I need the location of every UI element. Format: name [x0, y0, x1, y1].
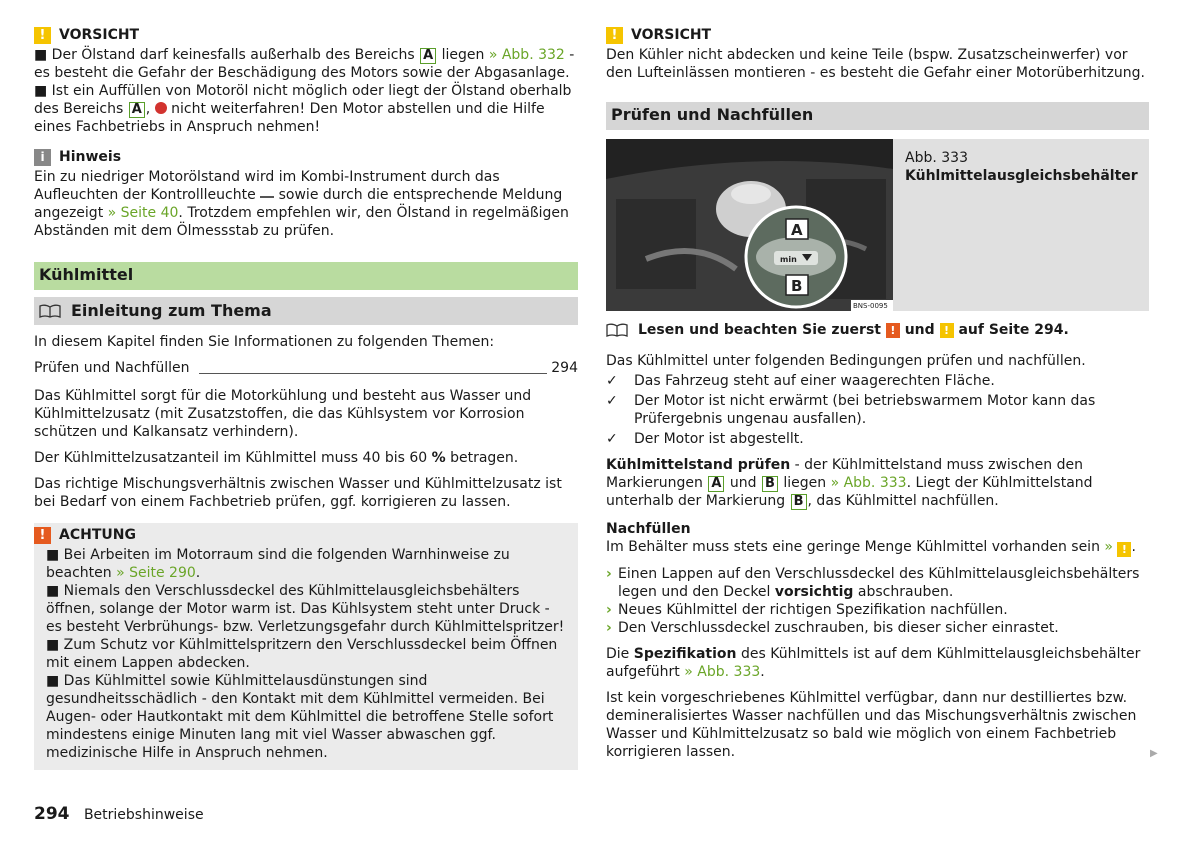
- caution-icon: !: [1117, 542, 1131, 557]
- warning-title: ACHTUNG: [59, 527, 136, 543]
- right-column: [606, 26, 1149, 761]
- list-item: ✓ Der Motor ist abgestellt.: [606, 431, 804, 447]
- paragraph: Das Kühlmittel unter folgenden Bedingungen prüfen und nachfüllen.: [606, 353, 1086, 369]
- paragraph: Das richtige Mischungsverhältnis zwischen Wasser und Kühlmittelzusatz ist bei Bedarf von einem Fachbetrieb prüfen, ggf. korrigieren zu lassen.: [34, 476, 562, 510]
- arrow-icon: ›: [606, 602, 612, 618]
- toc-page: 294: [551, 360, 578, 376]
- caution-block-radiator: [606, 26, 1149, 82]
- figure-caption: [893, 139, 1150, 311]
- caution-block-oil: [34, 26, 578, 136]
- caution-icon: !: [940, 323, 954, 338]
- figure-number: Abb. 333: [905, 150, 968, 166]
- marker-a: A: [129, 102, 145, 118]
- marker-a: A: [420, 48, 436, 64]
- list-item: ✓ Der Motor ist nicht erwärmt (bei betriebswarmem Motor kann das Prüfergebnis ungenau ausfallen).: [606, 393, 1096, 427]
- check-icon: ✓: [606, 431, 618, 447]
- figure-label-a: A: [791, 221, 803, 239]
- page-footer: [34, 804, 204, 824]
- warning-icon: !: [34, 527, 51, 544]
- warning-bullet: ■ Bei Arbeiten im Motorraum sind die folgenden Warnhinweise zu beachten » Seite 290.: [46, 547, 510, 581]
- warning-bullet: ■ Zum Schutz vor Kühlmittelspritzern den Verschlussdeckel beim Öffnen mit einem Lappen abdecken.: [46, 637, 558, 671]
- caution-text: Den Kühler nicht abdecken und keine Teile (bspw. Zusatzscheinwerfer) vor den Lufteinlässen montieren - es besteht die Gefahr einer Motorüberhitzung.: [606, 47, 1145, 81]
- caution-title: VORSICHT: [631, 27, 712, 43]
- continue-arrow-icon: ▶: [1150, 748, 1158, 759]
- marker-a: A: [708, 476, 724, 492]
- note-title: Hinweis: [59, 149, 122, 165]
- footer-section: Betriebshinweise: [83, 807, 204, 823]
- caution-icon: !: [34, 27, 51, 44]
- link-abb-333[interactable]: » Abb. 333: [684, 664, 761, 680]
- oil-warning-icon: [260, 188, 274, 198]
- stop-icon: [155, 102, 167, 114]
- link-seite-290[interactable]: » Seite 290: [116, 565, 196, 581]
- caution-bullet: ■ Der Ölstand darf keinesfalls außerhalb des Bereichs A liegen » Abb. 332 - es besteht die Gefahr der Beschädigung des Motors sowie der Abgasanlage.: [34, 47, 575, 81]
- refill-title: Nachfüllen: [606, 521, 691, 537]
- warning-block: [34, 523, 578, 770]
- intro-heading: Einleitung zum Thema: [34, 297, 578, 325]
- subsection-title: Prüfen und Nachfüllen: [606, 102, 1149, 130]
- paragraph: Der Kühlmittelzusatzanteil im Kühlmittel muss 40 bis 60 % betragen.: [34, 450, 519, 466]
- list-item: › Neues Kühlmittel der richtigen Spezifikation nachfüllen.: [606, 602, 1008, 618]
- paragraph-specification: Die Spezifikation des Kühlmittels ist auf dem Kühlmittelausgleichsbehälter aufgeführt » Abb. 333.: [606, 646, 1141, 680]
- marker-b: B: [762, 476, 778, 492]
- link-abb-333[interactable]: » Abb. 333: [830, 475, 907, 491]
- arrow-icon: ›: [606, 620, 612, 636]
- check-icon: ✓: [606, 373, 618, 389]
- check-list: [606, 372, 1149, 448]
- paragraph: Das Kühlmittel sorgt für die Motorkühlung und besteht aus Wasser und Kühlmittelzusatz (mit Zusatzstoffen, die das Kühlsystem vor Korrosion schützen und Kalkansatz verhindern).: [34, 388, 532, 440]
- link-abb-332[interactable]: » Abb. 332: [488, 47, 565, 63]
- figure-caption-text: Kühlmittelausgleichsbehälter: [905, 168, 1138, 184]
- engine-bay-image: [606, 139, 893, 311]
- figure-label-b: B: [791, 277, 803, 295]
- figure-333: [606, 139, 1149, 311]
- paragraph-level-check: Kühlmittelstand prüfen - der Kühlmittelstand muss zwischen den Markierungen A und B liegen » Abb. 333. Liegt der Kühlmittelstand unterhalb der Markierung B , das Kühlmittel nachfüllen.: [606, 457, 1093, 509]
- info-icon: i: [34, 149, 51, 166]
- toc-label: Prüfen und Nachfüllen: [34, 360, 190, 376]
- caution-icon: !: [606, 27, 623, 44]
- toc-entry[interactable]: [34, 359, 578, 377]
- list-item: › Den Verschlussdeckel zuschrauben, bis dieser sicher einrastet.: [606, 620, 1059, 636]
- link-seite-40[interactable]: » Seite 40: [107, 205, 179, 221]
- section-title: Kühlmittel: [34, 262, 578, 290]
- page-number: 294: [34, 804, 70, 824]
- left-column: [34, 26, 578, 770]
- warning-icon: !: [886, 323, 900, 338]
- warning-bullet: ■ Das Kühlmittel sowie Kühlmittelausdünstungen sind gesundheitsschädlich - den Kontakt mit dem Kühlmittel vermeiden. Bei Augen- oder Hautkontakt mit dem Kühlmittel die betroffene Stelle sofort mindestens einige Minuten lang mit viel Wasser abwaschen ggf. medizinische Hilfe in Anspruch nehmen.: [46, 673, 554, 761]
- list-item: ✓ Das Fahrzeug steht auf einer waagerechten Fläche.: [606, 373, 995, 389]
- marker-b: B: [791, 494, 807, 510]
- paragraph: Ist kein vorgeschriebenes Kühlmittel verfügbar, dann nur destilliertes bzw. demineralisiertes Wasser nachfüllen und das Mischungsverhältnis zwischen Wasser und Kühlmittelzusatz so bald wie möglich von einem Fachbetrieb korrigieren lassen.: [606, 690, 1137, 760]
- link-caution[interactable]: »: [1104, 539, 1113, 555]
- check-icon: ✓: [606, 393, 618, 409]
- warning-bullet: ■ Niemals den Verschlussdeckel des Kühlmittelausgleichsbehälters öffnen, solange der Motor warm ist. Das Kühlsystem steht unter Druck - es besteht Verbrühungs- bzw. Verletzungsgefahr durch Kühlmittelspritzer!: [46, 583, 565, 635]
- list-item: › Einen Lappen auf den Verschlussdeckel des Kühlmittelausgleichsbehälters legen und den Deckel vorsichtig abschrauben.: [606, 566, 1140, 600]
- book-icon: [39, 304, 61, 318]
- step-list: [606, 565, 1149, 637]
- note-block: [34, 148, 578, 240]
- note-text: Ein zu niedriger Motorölstand wird im Kombi-Instrument durch das Aufleuchten der Kontrollleuchte sowie durch die entsprechende Meldung angezeigt » Seite 40. Trotzdem empfehlen wir, den Ölstand in regelmäßigen Abständen mit dem Ölmessstab zu prüfen.: [34, 169, 569, 239]
- figure-label-min: min: [780, 255, 797, 264]
- caution-bullet: ■ Ist ein Auffüllen von Motoröl nicht möglich oder liegt der Ölstand oberhalb des Bereichs A , nicht weiterfahren! Den Motor abstellen und die Hilfe eines Fachbetriebs in Anspruch nehmen!: [34, 83, 572, 135]
- refill-text: Im Behälter muss stets eine geringe Menge Kühlmittel vorhanden sein » ! .: [606, 539, 1136, 556]
- read-first-line: Lesen und beachten Sie zuerst ! und ! auf Seite 294.: [606, 321, 1149, 339]
- intro-text: In diesem Kapitel finden Sie Informationen zu folgenden Themen:: [34, 334, 495, 350]
- book-icon: [606, 323, 628, 337]
- arrow-icon: ›: [606, 566, 612, 582]
- caution-title: VORSICHT: [59, 27, 140, 43]
- figure-code: BNS-0095: [853, 302, 888, 310]
